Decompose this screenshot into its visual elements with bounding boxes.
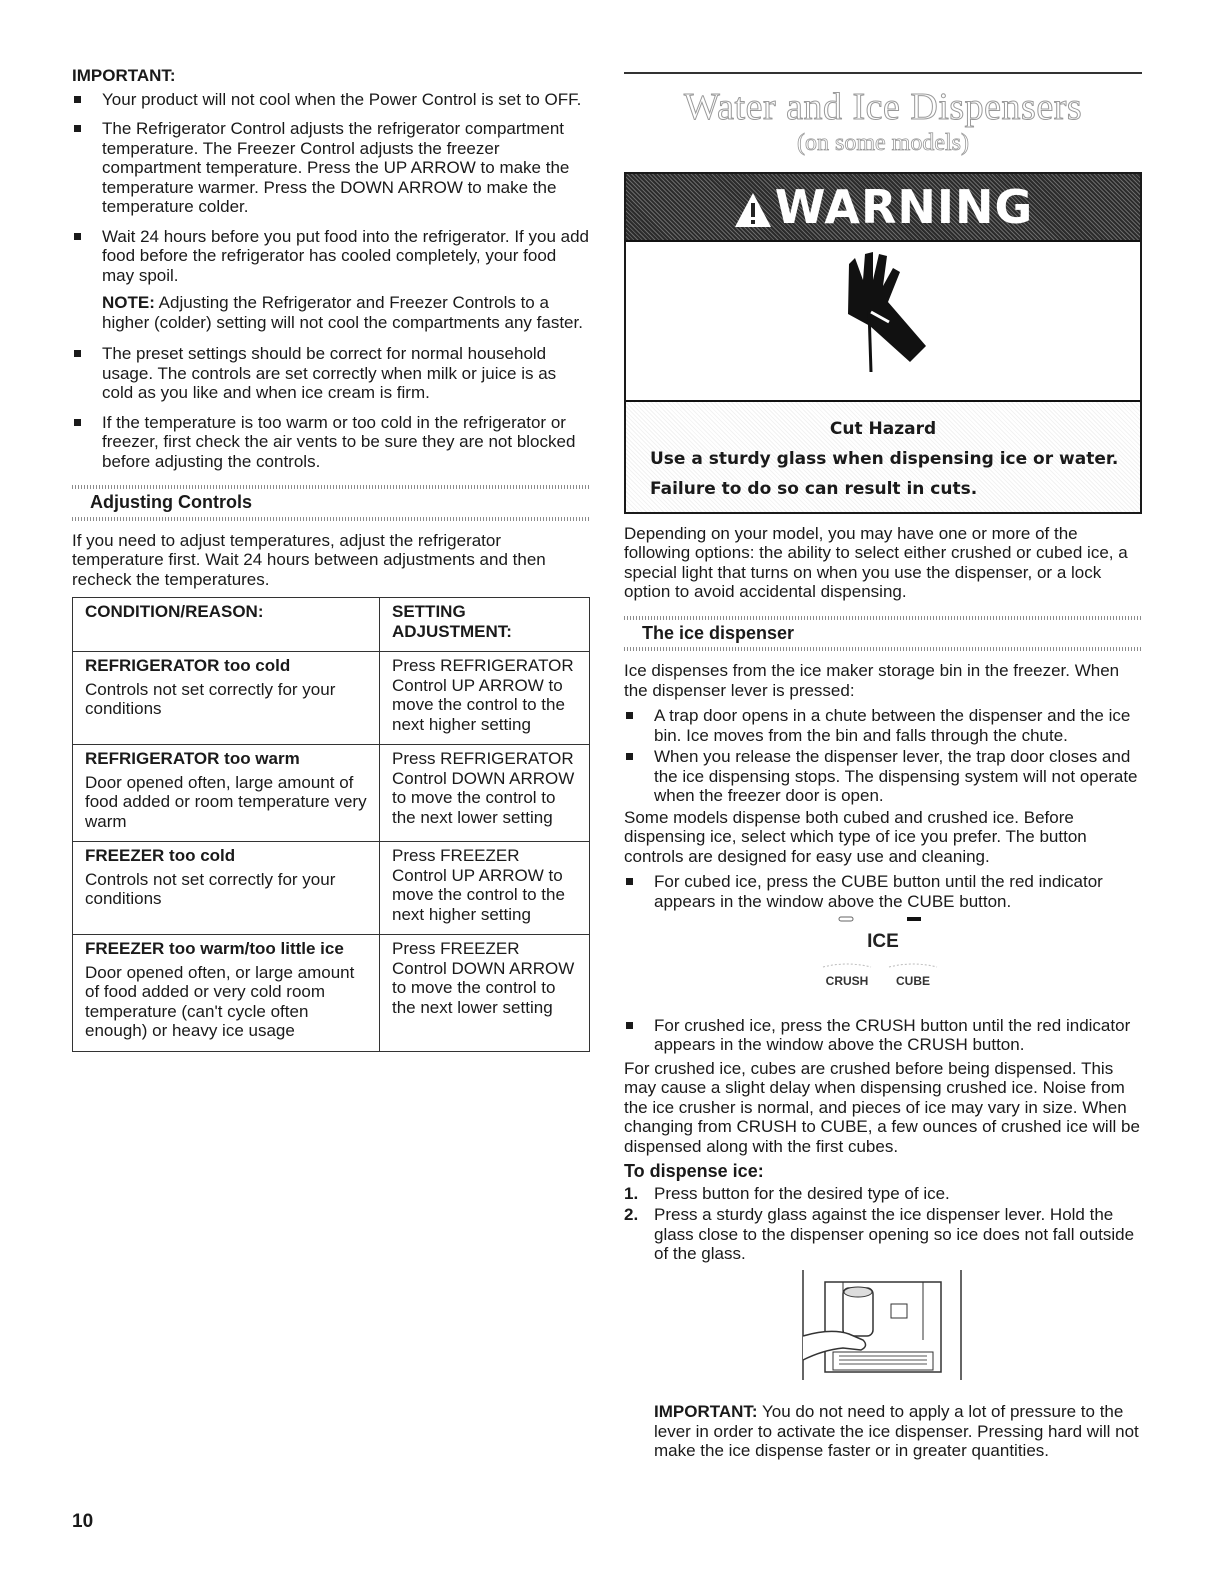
list-item: For crushed ice, press the CRUSH button until the red indicator appears in the window above the CRUSH button. xyxy=(624,1016,1142,1055)
bullet-square-icon xyxy=(74,96,81,103)
list-item: Your product will not cool when the Power Control is set to OFF. xyxy=(72,90,590,110)
adjusting-controls-heading: Adjusting Controls xyxy=(72,485,590,521)
condition: FREEZER too warm/too little ice xyxy=(85,939,344,958)
ice-panel-title: ICE xyxy=(867,931,899,952)
warning-box xyxy=(624,172,1142,514)
list-item: The Refrigerator Control adjusts the refrigerator compartment temperature. The Freezer Control adjusts the freezer compartment temperature. Press the UP ARROW to make the temperature warmer. Press the DOWN ARROW to make the temperature colder. xyxy=(72,119,590,217)
bullet-square-icon xyxy=(626,878,633,885)
list-item: 1. Press button for the desired type of ice. xyxy=(624,1183,950,1203)
ice-dispenser-heading: The ice dispenser xyxy=(624,616,1142,652)
reason: Controls not set correctly for your conditions xyxy=(85,679,336,718)
condition: REFRIGERATOR too cold xyxy=(85,656,291,675)
reason: Door opened often, or large amount of food added or very cold room temperature (can't cycle often enough) or heavy ice usage xyxy=(85,962,355,1040)
hazard-title: Cut Hazard xyxy=(829,418,937,439)
list-item: 2. Press a sturdy glass against the ice dispenser lever. Hold the glass close to the dispenser opening so ice does not fall outside of the glass. xyxy=(624,1205,1135,1263)
top-rule xyxy=(624,72,1142,74)
setting: Press FREEZER Control DOWN ARROW to move the control to the next lower setting xyxy=(380,935,590,1052)
list-item: Wait 24 hours before you put food into the refrigerator. If you add food before the refrigerator has cooled completely, your food may spoil. xyxy=(72,227,590,286)
models-paragraph: Some models dispense both cubed and crushed ice. Before dispensing ice, select which type of ice you prefer. The button controls are designed for easy use and cleaning. xyxy=(624,807,1087,866)
right-column xyxy=(624,72,1142,1467)
list-item: A trap door opens in a chute between the dispenser and the ice bin. Ice moves from the bin and falls through the chute. xyxy=(624,706,1142,745)
important-list xyxy=(72,90,590,286)
section-title: Water and Ice Dispensers xyxy=(683,85,1083,128)
bullet-square-icon xyxy=(74,419,81,426)
left-column xyxy=(72,66,590,1052)
reason: Controls not set correctly for your conditions xyxy=(85,869,336,908)
table-row xyxy=(73,842,590,935)
bullet-square-icon xyxy=(74,350,81,357)
ice-intro: Ice dispenses from the ice maker storage bin in the freezer. When the dispenser lever is pressed: xyxy=(624,661,1120,700)
setting: Press REFRIGERATOR Control DOWN ARROW to move the control to the next lower setting xyxy=(380,745,590,842)
list-item: If the temperature is too warm or too cold in the refrigerator or freezer, first check the air vents to be sure they are not blocked before adjusting the controls. xyxy=(72,413,590,472)
warning-line-2: Failure to do so can result in cuts. xyxy=(650,478,978,499)
crushed-paragraph: For crushed ice, cubes are crushed before being dispensed. This may cause a slight delay when dispensing crushed ice. Noise from the ice crusher is normal, and pieces of ice may vary in size. When changing from CRUSH to CUBE, a few ounces of crushed ice will be dispensed along with the first cubes. xyxy=(624,1058,1140,1156)
note-text: Adjusting the Refrigerator and Freezer Controls to a higher (colder) setting will not cool the compartments any faster. xyxy=(102,293,583,332)
crush-button[interactable]: CRUSH xyxy=(825,974,869,988)
list-item: When you release the dispenser lever, the trap door closes and the ice dispensing stops. The dispensing system will not operate when the freezer door is open. xyxy=(624,747,1142,806)
table-row xyxy=(73,745,590,842)
warning-word: WARNING xyxy=(774,179,1034,234)
cut-hazard-icon xyxy=(626,242,1140,402)
dispense-steps xyxy=(624,1184,1142,1264)
list-item: For cubed ice, press the CUBE button until the red indicator appears in the window above the CUBE button. xyxy=(624,872,1142,911)
crush-bullet-list xyxy=(624,1016,1142,1055)
bullet-square-icon xyxy=(74,125,81,132)
page-number: 10 xyxy=(72,1511,94,1532)
options-paragraph: Depending on your model, you may have one or more of the following options: the ability to select either crushed or cubed ice, a special light that turns on when you use the dispenser, or a lock option to avoid accidental dispensing. xyxy=(624,523,1128,601)
cube-bullet-list xyxy=(624,872,1142,911)
note-paragraph xyxy=(72,293,590,332)
important-label-2: IMPORTANT: xyxy=(654,1402,758,1421)
warning-triangle-icon xyxy=(733,191,773,229)
setting: Press FREEZER Control UP ARROW to move the control to the next higher setting xyxy=(380,842,590,935)
to-dispense-heading: To dispense ice: xyxy=(624,1161,764,1181)
table-header-row xyxy=(73,598,590,652)
list-item: The preset settings should be correct for normal household usage. The controls are set correctly when milk or juice is as cold as you like and when ice cream is firm. xyxy=(72,344,590,403)
dispenser-illustration xyxy=(624,1270,1142,1389)
warning-header xyxy=(626,174,1140,242)
condition: REFRIGERATOR too warm xyxy=(85,749,300,768)
important-heading: IMPORTANT: xyxy=(72,66,176,85)
setting: Press REFRIGERATOR Control UP ARROW to move the control to the next higher setting xyxy=(380,652,590,745)
table-row xyxy=(73,652,590,745)
note-label: NOTE: xyxy=(102,293,155,312)
adjustment-table xyxy=(72,597,590,1052)
ice-control-panel xyxy=(624,915,1142,1000)
bullet-square-icon xyxy=(626,1022,633,1029)
settings-list xyxy=(72,344,590,471)
important-text-2: You do not need to apply a lot of pressure to the lever in order to activate the ice dispenser. Pressing hard will not make the ice dispense faster or in greater quantities. xyxy=(654,1402,1139,1460)
header-condition: CONDITION/REASON: xyxy=(73,598,380,652)
bullet-square-icon xyxy=(74,233,81,240)
important-note xyxy=(624,1402,1142,1461)
warning-line-1: Use a sturdy glass when dispensing ice or water. xyxy=(650,448,1119,469)
ice-bullets xyxy=(624,706,1142,806)
table-row xyxy=(73,935,590,1052)
adjusting-intro: If you need to adjust temperatures, adjust the refrigerator temperature first. Wait 24 hours between adjustments and then recheck the temperatures. xyxy=(72,530,546,589)
bullet-square-icon xyxy=(626,712,633,719)
cube-button[interactable]: CUBE xyxy=(895,974,931,988)
section-subtitle: (on some models) xyxy=(797,129,969,156)
warning-text xyxy=(626,402,1140,512)
bullet-square-icon xyxy=(626,753,633,760)
condition: FREEZER too cold xyxy=(85,846,236,865)
header-setting: SETTING ADJUSTMENT: xyxy=(380,598,590,652)
reason: Door opened often, large amount of food added or room temperature very warm xyxy=(85,772,367,831)
